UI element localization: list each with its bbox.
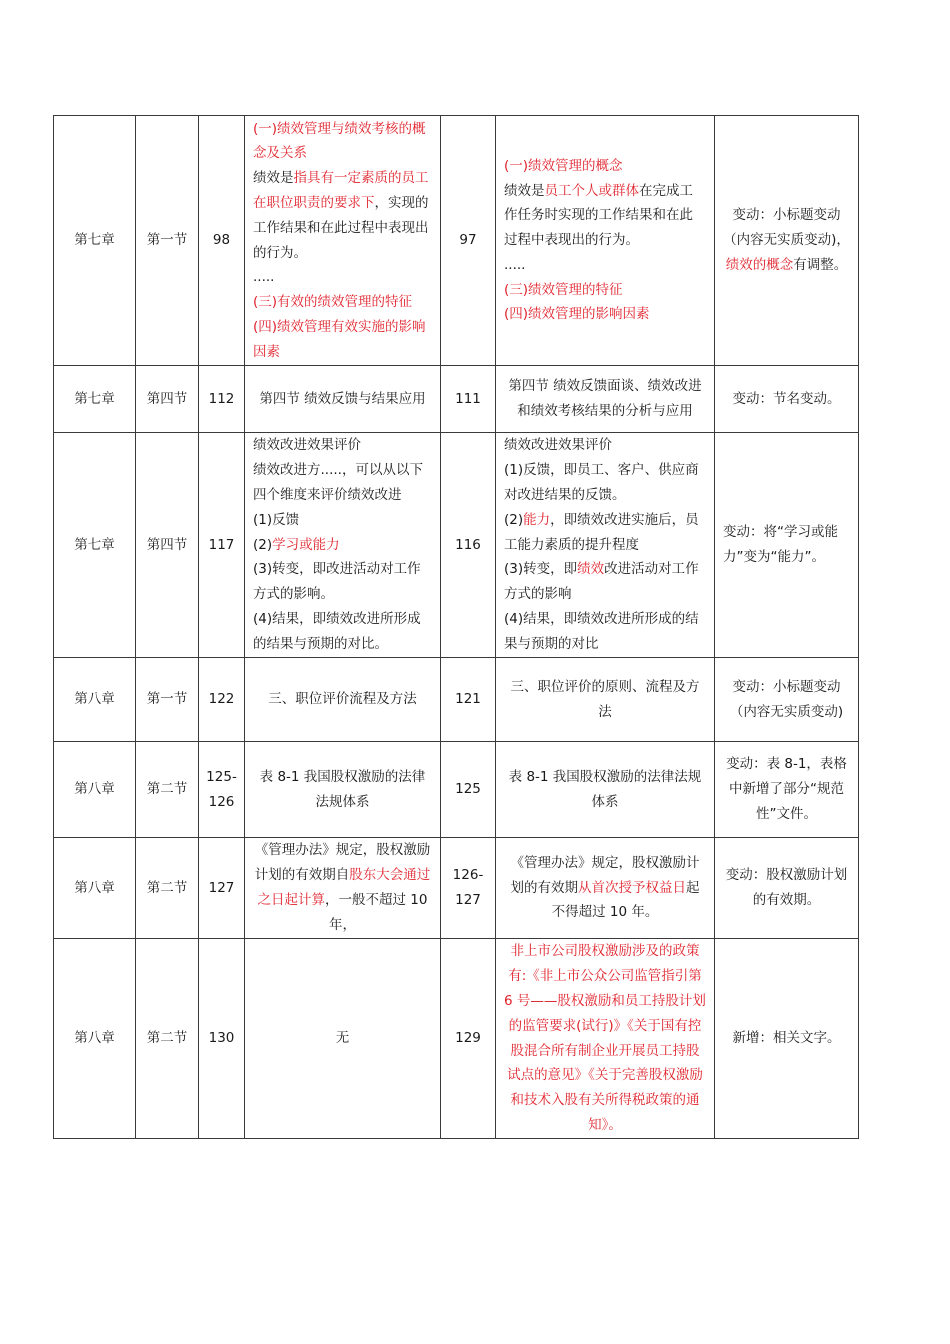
text-run: (2) [504,511,524,528]
ellipsis: ..... [504,256,526,273]
chapter-cell: 第七章 [54,433,136,658]
change-note-cell: 变动：小标题变动（内容无实质变动) [715,658,859,742]
new-content-cell: 表 8-1 我国股权激励的法律法规体系 [496,742,715,838]
new-page-cell: 125 [441,742,496,838]
new-line: (1)反馈，即员工、客户、供应商对改进结果的反馈。 [504,462,699,503]
old-page-cell: 127 [199,838,245,939]
chapter-cell: 第七章 [54,366,136,433]
highlight-run: 员工个人或群体 [544,182,639,199]
new-heading-3: (三)绩效管理的特征 [504,281,623,298]
new-content-cell [496,116,715,366]
change-note-cell: 变动：股权激励计划的有效期。 [715,838,859,939]
change-note-cell: 新增：相关文字。 [715,939,859,1139]
old-content-cell [245,433,441,658]
table-row [54,939,859,1139]
new-line [504,557,706,607]
highlight-run: 指具有一定素质的员工在职位职责的要求下 [253,170,429,211]
old-line: 绩效改进效果评价 [253,437,361,454]
change-note-cell: 变动：节名变动。 [715,366,859,433]
new-definition [504,179,706,253]
change-note-cell: 变动：表 8-1，表格中新增了部分“规范性”文件。 [715,742,859,838]
old-page-cell: 122 [199,658,245,742]
table-row [54,433,859,658]
highlight-run: 股东大会通过之日起计算 [257,867,431,908]
text-run: 在完成工作任务时实现的工作结果和在此过程中表现出的行为。 [504,182,693,249]
old-line [253,533,432,558]
chapter-cell: 第八章 [54,838,136,939]
revision-comparison-table [53,115,859,1139]
section-cell: 第二节 [136,939,199,1139]
text-run: ，一般不超过 10 年， [325,892,428,933]
chapter-cell: 第七章 [54,116,136,366]
old-page-cell: 112 [199,366,245,433]
table-row [54,742,859,838]
old-content-cell: 第四节 绩效反馈与结果应用 [245,366,441,433]
old-page-cell: 98 [199,116,245,366]
text-run: 《管理办法》规定，股权激励计划的有效期自 [254,842,431,884]
chapter-cell: 第八章 [54,658,136,742]
text-run: 有调整。 [793,256,848,273]
text-run: 绩效是 [504,182,545,199]
new-content-cell: 第四节 绩效反馈面谈、绩效改进和绩效考核结果的分析与应用 [496,366,715,433]
text-run: 《管理办法》规定，股权激励计划的有效期 [510,854,700,896]
new-heading-1: (一)绩效管理的概念 [504,157,623,174]
section-cell: 第二节 [136,742,199,838]
text-run: ，即绩效改进实施后，员工能力素质的提升程度 [504,511,699,553]
section-cell: 第四节 [136,366,199,433]
old-heading-3: (三)有效的绩效管理的特征 [253,294,413,311]
table-row [54,658,859,742]
chapter-cell: 第八章 [54,742,136,838]
new-page-cell: 111 [441,366,496,433]
old-heading-4: (四)绩效管理有效实施的影响因素 [253,318,426,360]
new-page-cell: 97 [441,116,496,366]
old-heading-1: (一)绩效管理与绩效考核的概念及关系 [253,120,426,162]
new-content-cell [496,433,715,658]
new-line: (4)结果，即绩效改进所形成的结果与预期的对比 [504,610,699,652]
old-line: (4)结果，即绩效改进所形成的结果与预期的对比。 [253,610,421,652]
highlight-run: 从首次授予权益日 [578,879,686,896]
text-run: 起不得超过 10 年。 [551,879,700,921]
new-line [504,508,706,558]
new-page-cell: 116 [441,433,496,658]
section-cell: 第四节 [136,433,199,658]
old-content-cell [245,838,441,939]
ellipsis: ..... [253,269,275,286]
new-line: 绩效改进效果评价 [504,437,612,454]
highlight-run: 学习或能力 [272,536,340,553]
section-cell: 第一节 [136,116,199,366]
new-content-cell: 三、职位评价的原则、流程及方法 [496,658,715,742]
old-definition [253,166,432,265]
text-run: 绩效是 [253,170,294,187]
old-content-cell: 三、职位评价流程及方法 [245,658,441,742]
text-run: 改进活动对工作方式的影响 [504,561,699,603]
new-heading-4: (四)绩效管理的影响因素 [504,306,650,323]
old-content-cell: 无 [245,939,441,1139]
section-cell: 第二节 [136,838,199,939]
change-note-cell [715,116,859,366]
old-content-cell [245,116,441,366]
table-row [54,116,859,366]
table-row [54,838,859,939]
change-note-cell: 变动：将“学习或能力”变为“能力”。 [715,433,859,658]
old-content-cell: 表 8-1 我国股权激励的法律法规体系 [245,742,441,838]
highlight-run: 绩效的概念 [725,256,794,273]
old-line: (3)转变，即改进活动对工作方式的影响。 [253,561,421,603]
new-page-cell: 129 [441,939,496,1139]
text-run: 变动：小标题变动（内容无实质变动)， [723,207,850,249]
new-content-cell: 非上市公司股权激励涉及的政策有:《非上市公众公司监管指引第 6 号——股权激励和员工持股计划的监管要求(试行)》《关于国有控股混合所有制企业开展员工持股试点的意见》《关于完善股权激励和技术入股有关所得税政策的通知》。 [496,939,715,1139]
new-page-cell: 126-127 [441,838,496,939]
text-run: (3)转变，即 [504,561,578,578]
old-page-cell: 125-126 [199,742,245,838]
old-page-cell: 117 [199,433,245,658]
new-content-cell [496,838,715,939]
chapter-cell: 第八章 [54,939,136,1139]
table-row [54,366,859,433]
old-page-cell: 130 [199,939,245,1139]
text-run: ，实现的工作结果和在此过程中表现出的行为。 [253,194,429,261]
highlight-run: 绩效 [577,561,605,578]
highlight-run: 能力 [523,511,551,528]
text-run: (2) [253,536,273,553]
old-line: (1)反馈 [253,511,300,528]
section-cell: 第一节 [136,658,199,742]
old-line: 绩效改进方.....，可以从以下四个维度来评价绩效改进 [253,462,423,503]
new-page-cell: 121 [441,658,496,742]
